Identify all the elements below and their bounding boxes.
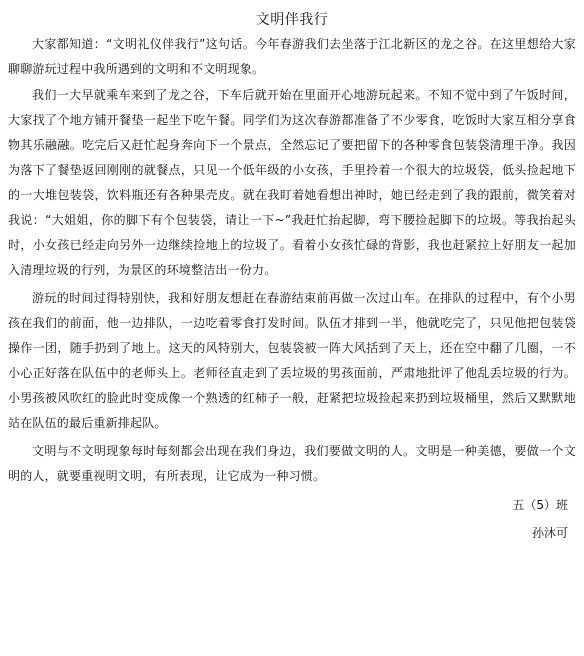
document-title: 文明伴我行 <box>255 12 329 28</box>
paragraph-roller-coaster: 游玩的时间过得特别快，我和好朋友想赶在春游结束前再做一次过山车。在排队的过程中，有个小男孩在我们的前面，他一边排队，一边吃着零食打发时间。队伍才排到一半，他就吃完了，只见他把包装袋操作一团，随手扔到了地上。这天的风特别大，包装袋被一阵大风括到了天上，还在空中翻了几圈，一不小心正好落在队伍中的老师头上。老师径直走到了丢垃圾的男孩面前，严肃地批评了他乱丢垃圾的行为。小男孩被风吹红的脸此时变成像一个熟透的红柿子一般，赶紧把垃圾捡起来扔到垃圾桶里，然后又默默地站在队伍的最后重新排起队。 <box>8 291 576 430</box>
class-label: 五（5）班 <box>512 498 568 512</box>
paragraph-intro: 大家都知道：“文明礼仪伴我行”这句话。今年春游我们去坐落于江北新区的龙之谷。在这里想给大家聊聊游玩过程中我所遇到的文明和不文明现象。 <box>8 37 576 76</box>
author-name: 孙沐可 <box>531 526 568 540</box>
paragraph-lunch: 我们一大早就乘车来到了龙之谷，下车后就开始在里面开心地游玩起来。不知不觉中到了午饭时间，大家找了个地方铺开餐垫一起坐下吃午餐。同学们为这次春游都准备了不少零食，吃饭时大家互相分享食物其乐融融。吃完后又赶忙起身奔向下一个景点，全然忘记了要把留下的各种零食包装袋清理干净。我因为落下了餐垫返回刚刚的就餐点，只见一个低年级的小女孩，手里拎着一个很大的垃圾袋，低头捡起地下的一大堆包装袋，饮料瓶还有各种果壳皮。就在我盯着她看想出神时，她已经走到了我的跟前，微笑着对我说：“大姐姐，你的脚下有个包装袋，请让一下~”我赶忙抬起脚，弯下腰捡起脚下的垃圾。等我抬起头时，小女孩已经走向另外一边继续捡地上的垃圾了。看着小女孩忙碌的背影，我也赶紧拉上好朋友一起加入清理垃圾的行列，为景区的环境整洁出一份力。 <box>8 88 576 277</box>
paragraph-conclusion: 文明与不文明现象每时每刻都会出现在我们身边，我们要做文明的人。文明是一种美德，要做一个文明的人，就要重视明文明，有所表现，让它成为一种习惯。 <box>8 444 576 483</box>
